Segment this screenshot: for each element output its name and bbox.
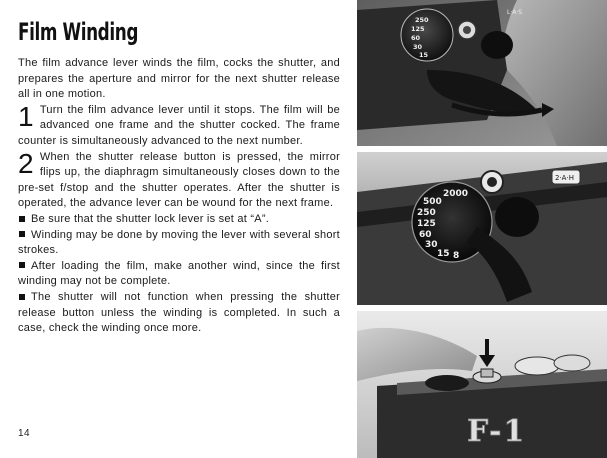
dial-label: 125 (417, 219, 436, 229)
camera-top-illustration (357, 0, 607, 146)
note-text: Be sure that the shutter lock lever is set at “A”. (31, 212, 270, 225)
step-number: 1 (18, 100, 34, 132)
step-text: When the shutter release button is pressed, the mirror flips up, the diaphragm simultaneously closes down to the pre-set f/stop and the shutter operates. After the shutter is operated, the advance lever can be wound for the next frame. (18, 150, 340, 210)
page-title: Film Winding (18, 18, 138, 46)
photo-shutter-dial (357, 152, 607, 305)
photo-shutter-release (357, 311, 607, 458)
step-number: 2 (18, 147, 34, 179)
dial-label: 60 (419, 230, 432, 240)
dial-label: 15 (419, 51, 429, 59)
step-1 (18, 100, 340, 150)
square-bullet-icon (19, 231, 25, 237)
note-item (18, 259, 340, 290)
dial-label: 2000 (443, 189, 469, 199)
note-text: Winding may be done by moving the lever with several short strokes. (18, 228, 340, 257)
dial-label: 125 (411, 25, 425, 33)
dial-label: 60 (411, 34, 421, 42)
step-2 (18, 147, 340, 212)
note-text: After loading the film, make another wind, since the first winding may not be complete. (18, 259, 340, 288)
dial-label: 30 (425, 240, 438, 250)
intro-paragraph: The film advance lever winds the film, cocks the shutter, and prepares the aperture and mirror for the next shutter release all in one motion. (18, 57, 340, 101)
dial-label: 250 (417, 208, 436, 218)
note-text: The shutter will not function when pressing the shutter release button unless the winding is completed. In such a case, check the winding once more. (18, 290, 340, 335)
dial-label: 15 (437, 249, 450, 259)
note-item (18, 228, 340, 259)
step-text: Turn the film advance lever until it stops. The film will be advanced one frame and the shutter cocked. The frame counter is simultaneously advanced to the next number. (18, 103, 340, 147)
dial-label: 8 (453, 251, 460, 261)
page-number: 14 (18, 428, 31, 439)
dial-label: 30 (413, 43, 423, 51)
dial-label: 250 (415, 16, 429, 24)
photo-advance-lever (357, 0, 607, 146)
square-bullet-icon (19, 262, 25, 268)
note-item (18, 290, 340, 337)
dial-label: 500 (423, 197, 442, 207)
lock-marks: L·A·S (507, 9, 523, 16)
square-bullet-icon (19, 216, 25, 222)
body-text (18, 56, 340, 337)
note-item (18, 212, 340, 228)
square-bullet-icon (19, 294, 25, 300)
camera-body-illustration (357, 311, 607, 458)
mode-mark: 2·A·H (555, 174, 574, 182)
shutter-dial-illustration (357, 152, 607, 305)
f1-logo: F-1 (467, 414, 527, 449)
